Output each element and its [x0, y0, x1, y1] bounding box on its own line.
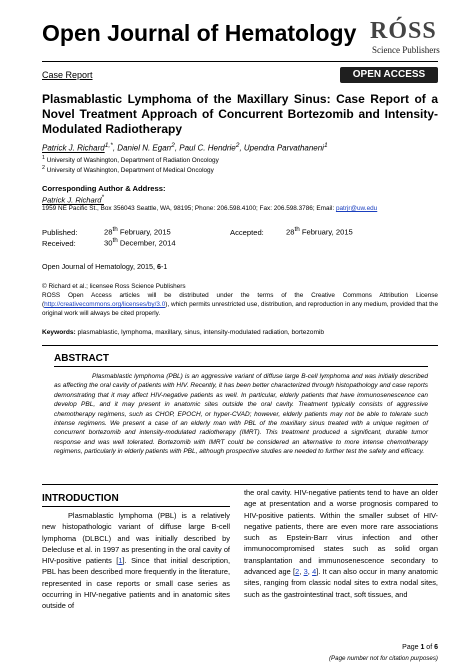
- affiliation-text: University of Washington, Department of Radiation Oncology: [46, 157, 219, 165]
- reference-link[interactable]: 4: [312, 567, 317, 577]
- author-name: Daniel N. Egan: [117, 143, 172, 153]
- keywords-text: plasmablastic, lymphoma, maxillary, sinus, intensity-modulated radiation, bortezomib: [75, 329, 325, 336]
- license-link[interactable]: http://creativecommons.org/licenses/by/3.0: [44, 301, 166, 308]
- license-text-a: ROSS Open Access articles will be distributed under the terms of the Creative Commons Attribution License (: [42, 292, 438, 308]
- open-access-badge: OPEN ACCESS: [340, 67, 438, 83]
- copyright-holder: © Richard et al.; licensee Ross Science Publishers: [42, 283, 186, 290]
- license-text: [42, 291, 438, 318]
- correspondence-heading: Corresponding Author & Address:: [42, 184, 166, 193]
- author-sup: 1,*: [104, 142, 113, 149]
- received-day: 30: [104, 238, 113, 248]
- correspondence-name[interactable]: Patrick J. Richard*: [42, 194, 104, 205]
- reference-separator: ,: [299, 567, 304, 577]
- intro-right-text-b: ]. It can also occur in many anatomic sites, ranging from classic nodal sites to extra nodal sites, such as the gastrointestinal tract, soft tissues, and: [244, 567, 438, 599]
- author-name[interactable]: Patrick J. Richard: [42, 143, 105, 153]
- accepted-label: Accepted:: [230, 227, 264, 237]
- article-title: Plasmablastic Lymphoma of the Maxillary Sinus: Case Report of a Novel Treatment Approach of Concurrent Bortezomib and Intensity-Modulated Radiotherapy: [42, 92, 438, 136]
- author-sup: 1: [323, 142, 328, 149]
- intro-column-left: [42, 510, 230, 612]
- license-text-b: ), which permits unrestricted use, distribution, and reproduction in any medium, provided that the original work will always be cited properly.: [42, 301, 438, 317]
- citation-suffix: -1: [160, 262, 168, 271]
- intro-right-text-a: the oral cavity. HIV-negative patients tend to have an older age at presentation and a worse prognosis compared to HIV-positive patients. Within the smaller subset of HIV-negative patients, there are even more rare associations such as Epstein-Barr virus infection and other immunocompromised states such as solid organ transplantation and immunosenescence secondary to advanced age [: [244, 488, 438, 577]
- affiliation-1: [42, 155, 219, 164]
- affiliation-text: University of Washington, Department of Medical Oncology: [46, 167, 214, 175]
- received-row: [42, 237, 176, 248]
- citation-text: Open Journal of Hematology, 2015,: [42, 262, 157, 271]
- accepted-date: February, 2015: [299, 227, 353, 237]
- reference-separator: ,: [307, 567, 313, 577]
- reference-link[interactable]: 2: [295, 567, 300, 577]
- logo-subtitle: Science Publishers: [372, 45, 440, 55]
- abstract-heading-divider: [54, 366, 428, 367]
- address-text: 1959 NE Pacific St., Box 356043 Seattle, WA, 98195; Phone: 206.598.4100; Fax: 206.598.3786; Email:: [42, 205, 336, 212]
- author-list: Patrick J. Richard$^{1,*}$, Daniel N. Egan$^2$, Paul C. Hendrie$^2$, Upendra Parvathaneni$^1$: [42, 142, 328, 153]
- logo-word: RÓSS: [370, 18, 437, 44]
- author-name: Upendra Parvathaneni: [243, 143, 324, 153]
- correspondence-address: [42, 205, 377, 212]
- copyright-block: [42, 282, 438, 318]
- intro-left-text-a: Plasmablastic lymphoma (PBL) is a relatively new histopathologic variant of diffuse large B-cell lymphoma (DLBCL) and was initially described by Delecluse et al. in 1997 as presenting in the oral cavity of HIV-positive patients [: [42, 511, 230, 566]
- page-of: of: [424, 644, 435, 651]
- introduction-heading: INTRODUCTION: [42, 493, 119, 504]
- page-total: 6: [434, 644, 438, 651]
- author-sup: 2: [171, 142, 175, 149]
- published-date: February, 2015: [117, 227, 171, 237]
- published-day: 28: [104, 227, 113, 237]
- affiliation-sup: 2: [42, 165, 45, 171]
- intro-column-right: [244, 487, 438, 600]
- author-name: Paul C. Hendrie: [179, 143, 236, 153]
- correspondence-name-text: Patrick J. Richard: [42, 195, 102, 205]
- citation-volume: 6: [156, 262, 161, 271]
- accepted-day: 28: [286, 227, 295, 237]
- email-link[interactable]: patrjr@uw.edu: [335, 205, 378, 212]
- article-type: Case Report: [42, 70, 93, 80]
- page-number: [402, 644, 438, 651]
- received-label: Received:: [42, 238, 76, 248]
- affiliation-2: [42, 165, 214, 174]
- published-label: Published:: [42, 227, 78, 237]
- introduction-divider: [42, 506, 230, 507]
- reference-link[interactable]: 3: [303, 567, 308, 577]
- affiliation-sup: 1: [42, 155, 45, 161]
- abstract-text: Plasmablastic lymphoma (PBL) is an aggressive variant of diffuse large B-cell lymphoma and was initially described as affecting the oral cavity of patients with HIV. Recently, it has been better characterized through histopathology and case reports demonstrating that it may affect HIV-negative patients as well. In particular, elderly patients that have immunosenescence can develop PBL, and it may present in anatomic sites outside the oral cavity. Treatment typically consists of aggressive chemotherapy regimens, such as CHOP, EPOCH, or hyper-CVAD; however, elderly patients may not be able to tolerate such intense regimens. We present a case of an elderly man with PBL of the maxillary sinus treated with a unique regimen of concurrent bortezomib and intensity-modulated radiotherapy (IMRT). This treatment produced a significant, durable tumor response and was well tolerated. Bortezomib with IMRT could be considered an alternative to more intense chemotherapy regimens, particularly in elderly patients with PBL, although prospective studies are needed to further test the safety and efficacy.: [54, 373, 428, 456]
- received-date: December, 2014: [117, 238, 176, 248]
- page-current: 1: [420, 644, 425, 651]
- abstract-bottom-divider: [42, 484, 438, 485]
- intro-left-text-b: ]. Since that initial description, PBL has been described more frequently in the literature, represented in case reports or small case series as occurring in HIV-negative patients and in anatomic sites outside of: [42, 556, 230, 611]
- abstract-top-divider: [42, 345, 438, 346]
- published-suffix: th: [112, 226, 118, 233]
- keywords-label: Keywords:: [42, 329, 76, 336]
- accepted-suffix: th: [294, 226, 300, 233]
- abstract-heading: ABSTRACT: [54, 353, 109, 364]
- accepted-date-group: [230, 226, 353, 237]
- journal-title: Open Journal of Hematology: [42, 20, 357, 46]
- citation-line: [42, 262, 167, 271]
- page-number-note: (Page number not for citation purposes): [328, 655, 438, 662]
- author-sup: 2: [235, 142, 240, 149]
- received-suffix: th: [112, 237, 118, 244]
- header-divider: [42, 61, 438, 62]
- reference-link[interactable]: 1: [118, 556, 123, 566]
- keywords-line: [42, 329, 324, 336]
- publisher-logo: [366, 18, 438, 58]
- published-accepted-row: [42, 226, 438, 237]
- page-label: Page: [402, 644, 421, 651]
